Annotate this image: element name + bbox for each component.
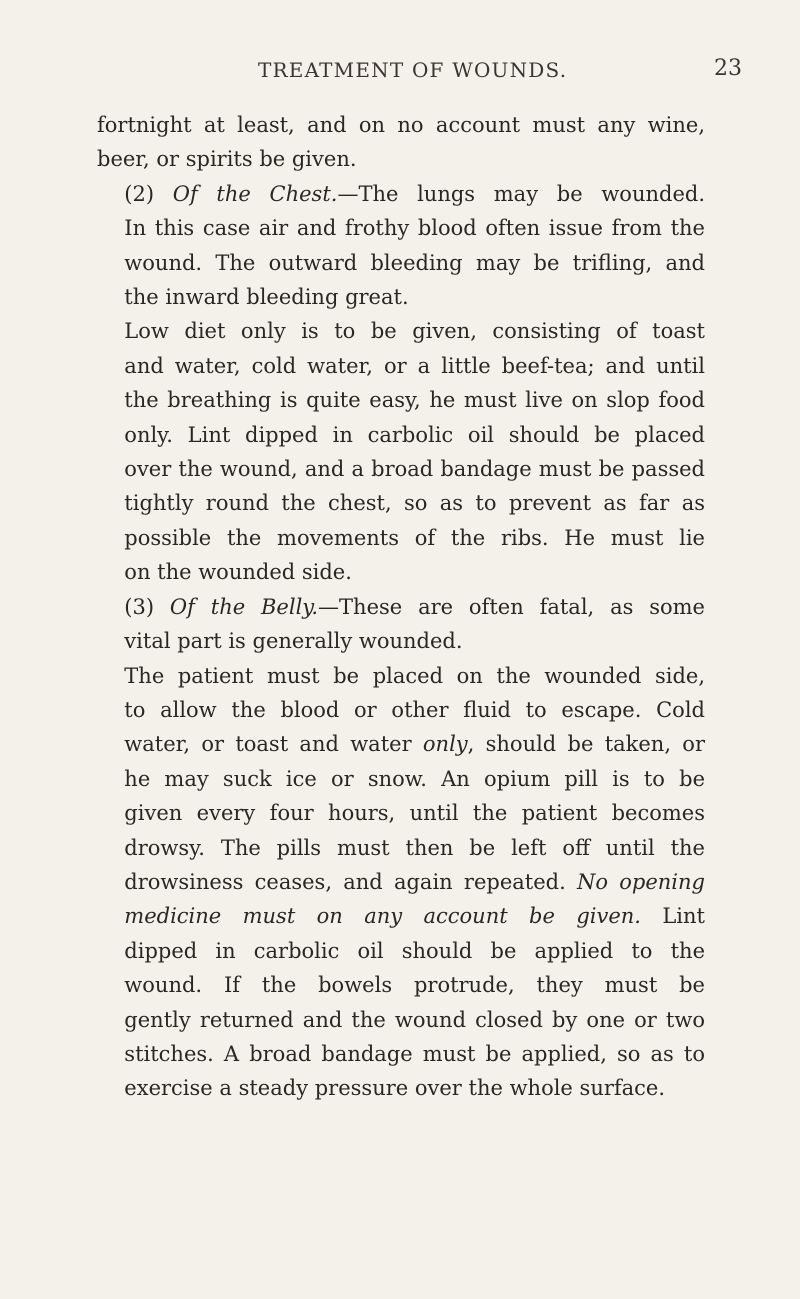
text-line: vital part is generally wounded. bbox=[124, 629, 463, 654]
text-line: beer, or spirits be given. bbox=[97, 147, 357, 172]
text-line bbox=[97, 865, 705, 899]
text-line: only. Lint dipped in carbolic oil should be placed bbox=[124, 422, 705, 447]
text-line: given every four hours, until the patient becomes bbox=[124, 801, 705, 826]
text-run: , should be taken, or bbox=[467, 732, 705, 757]
paragraph bbox=[97, 314, 705, 589]
paragraph bbox=[97, 659, 705, 1106]
paragraph bbox=[97, 590, 705, 659]
text-line bbox=[97, 899, 705, 933]
section-number: (2) bbox=[124, 181, 173, 206]
text-line: and water, cold water, or a little beef-tea; and until bbox=[124, 353, 705, 378]
paragraph bbox=[97, 108, 705, 177]
emphasis: medicine must on any account be given. bbox=[124, 904, 641, 929]
text-line bbox=[97, 727, 705, 761]
text-line: the breathing is quite easy, he must live on slop food bbox=[124, 388, 705, 413]
text-line bbox=[97, 177, 705, 211]
text-line: to allow the blood or other fluid to escape. Cold bbox=[124, 697, 705, 722]
text-line: fortnight at least, and on no account must any wine, bbox=[97, 113, 705, 137]
text-run: drowsiness ceases, and again repeated. bbox=[124, 869, 578, 894]
text-line: the inward bleeding great. bbox=[124, 285, 409, 310]
text-line bbox=[97, 590, 705, 624]
text-line: wound. If the bowels protrude, they must be bbox=[124, 973, 705, 998]
text-line: dipped in carbolic oil should be applied to the bbox=[124, 938, 705, 963]
section-number: (3) bbox=[124, 594, 170, 619]
text-line: wound. The outward bleeding may be trifling, and bbox=[124, 250, 705, 275]
text-run: —These are often fatal, as some bbox=[318, 594, 705, 619]
section-heading: Of the Chest. bbox=[172, 181, 338, 206]
text-line: drowsy. The pills must then be left off until the bbox=[124, 835, 705, 860]
section-heading: Of the Belly. bbox=[169, 594, 319, 619]
text-line: he may suck ice or snow. An opium pill is to be bbox=[124, 766, 705, 791]
text-line: on the wounded side. bbox=[124, 560, 352, 585]
text-line: exercise a steady pressure over the whole surface. bbox=[124, 1076, 666, 1101]
text-line: stitches. A broad bandage must be applied, so as to bbox=[124, 1041, 705, 1066]
paragraph bbox=[97, 177, 705, 315]
running-head: TREATMENT OF WOUNDS. bbox=[258, 58, 568, 82]
body-text bbox=[97, 108, 705, 1106]
emphasis: No opening bbox=[577, 869, 705, 894]
text-line: The patient must be placed on the wounded side, bbox=[124, 663, 705, 688]
text-run: Lint bbox=[640, 904, 705, 929]
text-line: tightly round the chest, so as to prevent as far as bbox=[124, 491, 705, 516]
text-line: over the wound, and a broad bandage must be passed bbox=[124, 457, 705, 482]
text-run: water, or toast and water bbox=[124, 732, 423, 757]
text-line: gently returned and the wound closed by one or two bbox=[124, 1007, 705, 1032]
text-line: possible the movements of the ribs. He must lie bbox=[124, 525, 705, 550]
page-number: 23 bbox=[714, 56, 742, 81]
emphasis: only bbox=[422, 732, 468, 757]
text-line: Low diet only is to be given, consisting of toast bbox=[124, 319, 705, 344]
text-line: In this case air and frothy blood often issue from the bbox=[124, 216, 705, 241]
text-run: —The lungs may be wounded. bbox=[337, 181, 705, 206]
